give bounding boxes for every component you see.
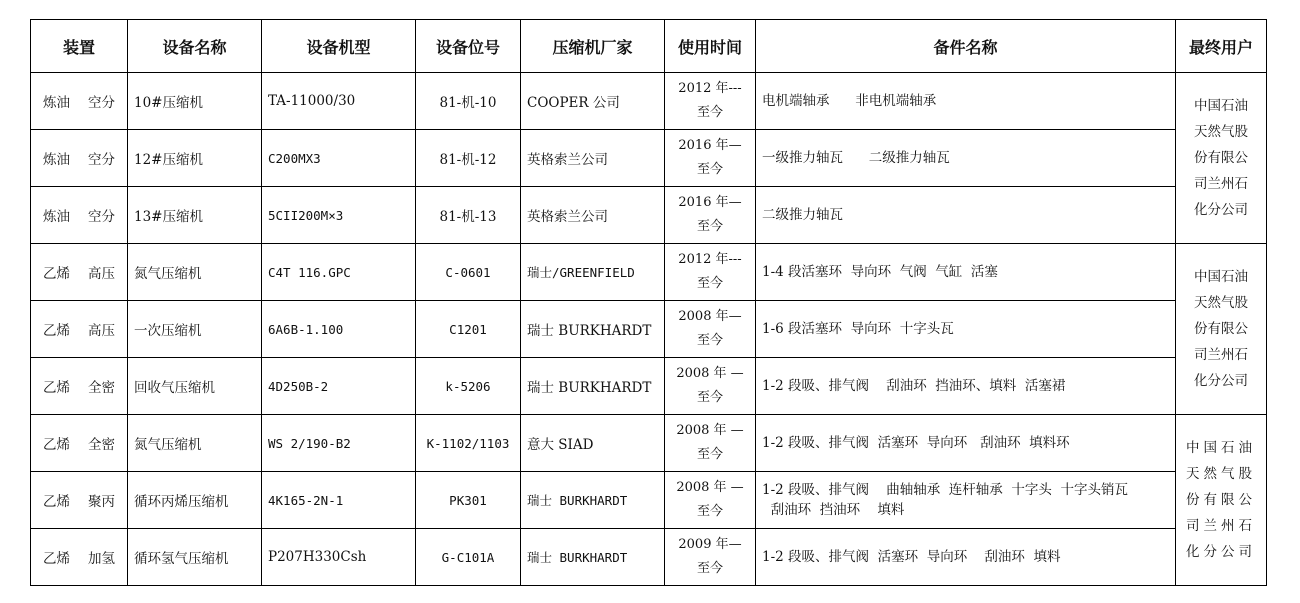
- spare-parts-cell: 1-2 段吸、排气阀 活塞环 导向环 刮油环 填料: [756, 529, 1176, 586]
- service-period-cell: 2008 年— 至今: [665, 301, 756, 358]
- equipment-name-cell: 回收气压缩机: [128, 358, 262, 415]
- spare-parts-cell: 电机端轴承 非电机端轴承: [756, 73, 1176, 130]
- equipment-model-cell: TA-11000/30: [262, 73, 416, 130]
- equipment-model-cell: C4T 116.GPC: [262, 244, 416, 301]
- header-service-period: 使用时间: [665, 20, 756, 73]
- table-row: [31, 73, 1267, 130]
- maker-cell: 瑞士 BURKHARDT: [521, 301, 665, 358]
- service-period-cell: 2008 年 — 至今: [665, 472, 756, 529]
- end-user-cell: 中国石油 天然气股 份有限公 司兰州石 化分公司: [1176, 73, 1267, 244]
- service-period-cell: 2016 年— 至今: [665, 130, 756, 187]
- equipment-model-cell: 6A6B-1.100: [262, 301, 416, 358]
- header-row: [31, 20, 1267, 73]
- unit-cell: 炼油 空分: [31, 73, 128, 130]
- equipment-tag-cell: C-0601: [416, 244, 521, 301]
- equipment-tag-cell: K-1102/1103: [416, 415, 521, 472]
- equipment-name-cell: 氮气压缩机: [128, 415, 262, 472]
- unit-cell: 乙烯 加氢: [31, 529, 128, 586]
- equipment-model-cell: 4K165-2N-1: [262, 472, 416, 529]
- header-unit: 装置: [31, 20, 128, 73]
- equipment-name-cell: 13#压缩机: [128, 187, 262, 244]
- table-row: [31, 358, 1267, 415]
- service-period-cell: 2016 年— 至今: [665, 187, 756, 244]
- maker-cell: 英格索兰公司: [521, 187, 665, 244]
- unit-cell: 乙烯 聚丙: [31, 472, 128, 529]
- table-row: [31, 472, 1267, 529]
- equipment-model-cell: WS 2/190-B2: [262, 415, 416, 472]
- equipment-name-cell: 循环丙烯压缩机: [128, 472, 262, 529]
- equipment-tag-cell: k-5206: [416, 358, 521, 415]
- header-compressor-maker: 压缩机厂家: [521, 20, 665, 73]
- spare-parts-cell: 1-2 段吸、排气阀 刮油环 挡油环、填料 活塞裙: [756, 358, 1176, 415]
- spare-parts-cell: 1-2 段吸、排气阀 活塞环 导向环 刮油环 填料环: [756, 415, 1176, 472]
- unit-cell: 炼油 空分: [31, 187, 128, 244]
- table-row: [31, 415, 1267, 472]
- header-equipment-model: 设备机型: [262, 20, 416, 73]
- header-spare-parts: 备件名称: [756, 20, 1176, 73]
- service-period-cell: 2008 年 — 至今: [665, 358, 756, 415]
- service-period-cell: 2012 年--- 至今: [665, 244, 756, 301]
- equipment-model-cell: 4D250B-2: [262, 358, 416, 415]
- header-equipment-tag: 设备位号: [416, 20, 521, 73]
- header-end-user: 最终用户: [1176, 20, 1267, 73]
- equipment-tag-cell: 81-机-12: [416, 130, 521, 187]
- equipment-tag-cell: G-C101A: [416, 529, 521, 586]
- spare-parts-cell: 二级推力轴瓦: [756, 187, 1176, 244]
- service-period-cell: 2009 年— 至今: [665, 529, 756, 586]
- equipment-name-cell: 12#压缩机: [128, 130, 262, 187]
- table-row: [31, 130, 1267, 187]
- table-row: [31, 187, 1267, 244]
- unit-cell: 乙烯 高压: [31, 244, 128, 301]
- equipment-model-cell: C200MX3: [262, 130, 416, 187]
- table-row: [31, 529, 1267, 586]
- equipment-tag-cell: PK301: [416, 472, 521, 529]
- header-equipment-name: 设备名称: [128, 20, 262, 73]
- spare-parts-cell: 一级推力轴瓦 二级推力轴瓦: [756, 130, 1176, 187]
- spare-parts-cell: 1-4 段活塞环 导向环 气阀 气缸 活塞: [756, 244, 1176, 301]
- table-row: [31, 244, 1267, 301]
- unit-cell: 乙烯 全密: [31, 358, 128, 415]
- maker-cell: 英格索兰公司: [521, 130, 665, 187]
- service-period-cell: 2008 年 — 至今: [665, 415, 756, 472]
- equipment-tag-cell: 81-机-10: [416, 73, 521, 130]
- maker-cell: 瑞士 BURKHARDT: [521, 358, 665, 415]
- table-row: [31, 301, 1267, 358]
- equipment-name-cell: 氮气压缩机: [128, 244, 262, 301]
- maker-cell: 瑞士/GREENFIELD: [521, 244, 665, 301]
- equipment-name-cell: 10#压缩机: [128, 73, 262, 130]
- equipment-model-cell: 5CII200M×3: [262, 187, 416, 244]
- equipment-tag-cell: 81-机-13: [416, 187, 521, 244]
- spare-parts-cell: 1-6 段活塞环 导向环 十字头瓦: [756, 301, 1176, 358]
- maker-cell: 瑞士 BURKHARDT: [521, 529, 665, 586]
- unit-cell: 乙烯 高压: [31, 301, 128, 358]
- maker-cell: 瑞士 BURKHARDT: [521, 472, 665, 529]
- unit-cell: 炼油 空分: [31, 130, 128, 187]
- equipment-tag-cell: C1201: [416, 301, 521, 358]
- maker-cell: COOPER 公司: [521, 73, 665, 130]
- equipment-name-cell: 循环氢气压缩机: [128, 529, 262, 586]
- equipment-model-cell: P207H330Csh: [262, 529, 416, 586]
- end-user-cell: 中国石油 天然气股 份有限公 司兰州石 化分公司: [1176, 244, 1267, 415]
- spare-parts-cell: 1-2 段吸、排气阀 曲轴轴承 连杆轴承 十字头 十字头销瓦 刮油环 挡油环 填料: [756, 472, 1176, 529]
- end-user-cell: 中国石油 天然气股 份有限公 司兰州石 化分公司: [1176, 415, 1267, 586]
- service-period-cell: 2012 年--- 至今: [665, 73, 756, 130]
- unit-cell: 乙烯 全密: [31, 415, 128, 472]
- equipment-name-cell: 一次压缩机: [128, 301, 262, 358]
- equipment-table: [30, 19, 1267, 586]
- maker-cell: 意大 SIAD: [521, 415, 665, 472]
